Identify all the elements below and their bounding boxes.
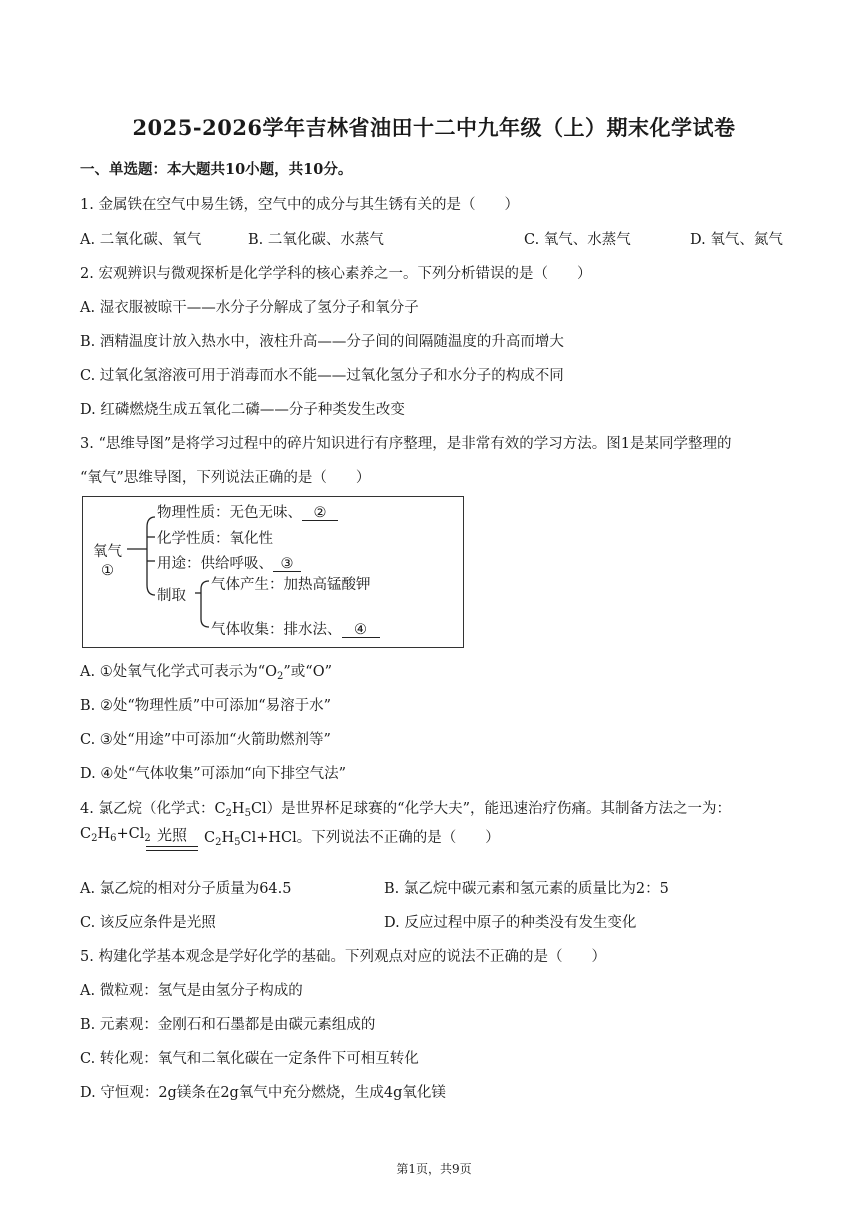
q2-option-c: C. 过氧化氢溶液可用于消毒而水不能——过氧化氢分子和水分子的构成不同 [80, 368, 564, 384]
q2-option-b: B. 酒精温度计放入热水中，液柱升高——分子间的间隔随温度的升高而增大 [80, 334, 564, 350]
reaction-condition: 光照 [156, 826, 187, 844]
q4-stem: 4. 氯乙烷（化学式：$C_2H_5Cl$）是世界杯足球赛的“化学大夫”，能迅速治疗伤痛。其制备方法之一为： [80, 801, 732, 819]
q1-option-a: A. 二氧化碳、氧气 [80, 232, 202, 248]
q3-option-b: B. ②处“物理性质”中可添加“易溶于水” [80, 698, 332, 714]
q4-option-d: D. 反应过程中原子的种类没有发生变化 [384, 915, 637, 931]
map-mark-1: ① [101, 563, 114, 579]
map-uses: 用途：供给呼吸、 [157, 556, 273, 572]
page-footer: 第1页，共9页 [396, 1162, 472, 1176]
equation-bar-bottom [146, 850, 198, 851]
map-preparation: 制取 [157, 588, 186, 604]
q4-reactants: $C_2H_6+Cl_2$ [80, 826, 151, 844]
exam-title: 2025-2026学年吉林省油田十二中九年级（上）期末化学试卷 [132, 115, 736, 140]
q4-products: $C_2H_5Cl+HCl$。下列说法不正确的是（ ） [204, 830, 500, 848]
q4-option-b: B. 氯乙烷中碳元素和氢元素的质量比为2：5 [384, 881, 669, 897]
map-gas-production: 气体产生：加热高锰酸钾 [211, 577, 371, 593]
q2-option-a: A. 湿衣服被晾干——水分子分解成了氢分子和氧分子 [80, 300, 419, 316]
map-blank-4: ④ [342, 623, 380, 638]
map-blank-2: ② [302, 506, 338, 521]
map-physical: 物理性质：无色无味、 [157, 505, 302, 521]
q2-option-d: D. 红磷燃烧生成五氧化二磷——分子种类发生改变 [80, 402, 405, 418]
map-root: 氧气 [93, 544, 122, 560]
q1-option-b: B. 二氧化碳、水蒸气 [248, 232, 384, 248]
section-heading: 一、单选题：本大题共10小题，共10分。 [80, 161, 353, 178]
q4-option-a: A. 氯乙烷的相对分子质量为64.5 [80, 881, 292, 897]
q5-option-d: D. 守恒观：2g镁条在2g氧气中充分燃烧，生成4g氧化镁 [80, 1085, 446, 1101]
q3-stem-line2: “氧气”思维导图，下列说法正确的是（ ） [80, 470, 371, 486]
q1-stem: 1. 金属铁在空气中易生锈，空气中的成分与其生锈有关的是（ ） [80, 197, 519, 213]
q5-option-c: C. 转化观：氧气和二氧化碳在一定条件下可相互转化 [80, 1051, 419, 1067]
q4-option-c: C. 该反应条件是光照 [80, 915, 216, 931]
q1-option-c: C. 氧气、水蒸气 [524, 232, 631, 248]
map-blank-3: ③ [273, 557, 301, 572]
oxygen-mind-map [82, 496, 464, 648]
q5-option-b: B. 元素观：金刚石和石墨都是由碳元素组成的 [80, 1017, 376, 1033]
q5-stem: 5. 构建化学基本观念是学好化学的基础。下列观点对应的说法不正确的是（ ） [80, 949, 606, 965]
q1-option-d: D. 氧气、氮气 [690, 232, 783, 248]
map-chemical: 化学性质：氧化性 [157, 531, 273, 547]
q3-option-a: A. ①处氧气化学式可表示为“$O_2$”或“O” [80, 664, 333, 682]
equation-bar-top [146, 846, 198, 847]
q3-stem-line1: 3. “思维导图”是将学习过程中的碎片知识进行有序整理，是非常有效的学习方法。图1是某同学整理的 [80, 436, 732, 452]
q3-option-d: D. ④处“气体收集”可添加“向下排空气法” [80, 766, 346, 782]
map-gas-collection: 气体收集：排水法、 [211, 622, 342, 638]
q2-stem: 2. 宏观辨识与微观探析是化学学科的核心素养之一。下列分析错误的是（ ） [80, 266, 592, 282]
q5-option-a: A. 微粒观：氢气是由氢分子构成的 [80, 983, 303, 999]
q3-option-c: C. ③处“用途”中可添加“火箭助燃剂等” [80, 732, 331, 748]
